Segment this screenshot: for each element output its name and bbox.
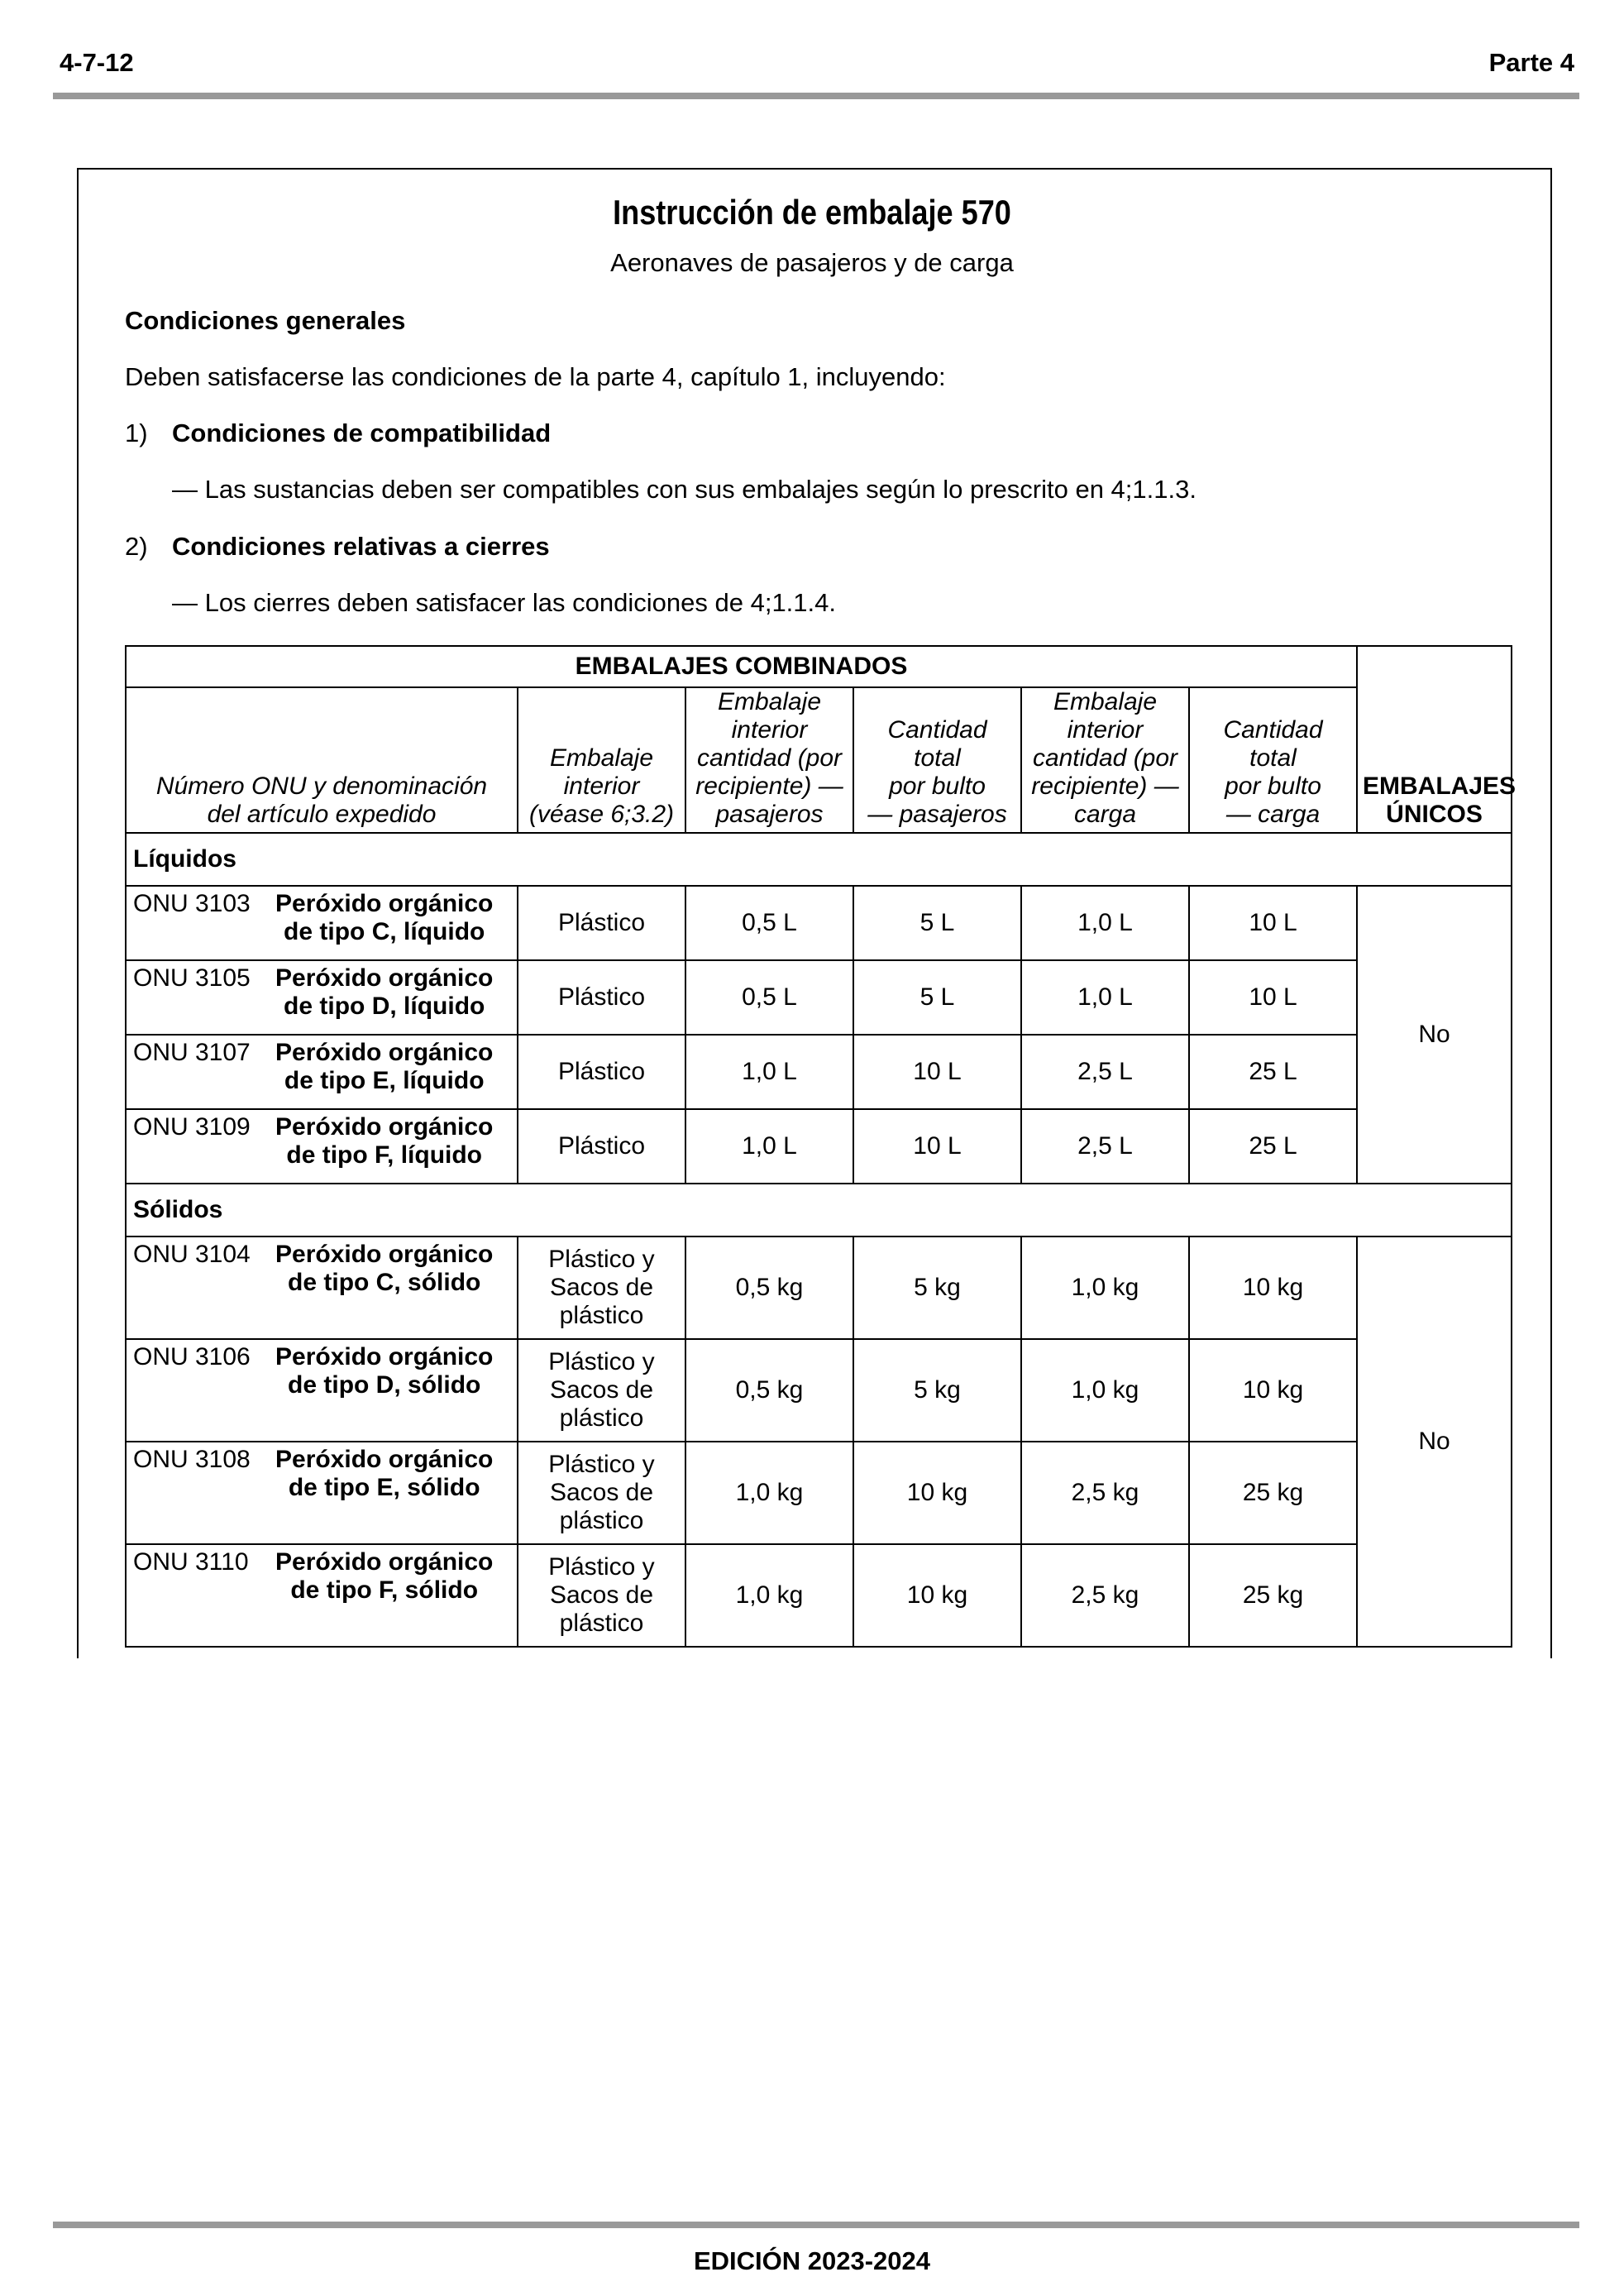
un-name-cell — [126, 886, 518, 960]
inner-packaging-line: plástico — [559, 1302, 644, 1329]
column-header-line: Cantidad — [1223, 716, 1323, 744]
column-header — [518, 687, 685, 833]
quantity-inner-pax: 1,0 L — [685, 1035, 853, 1109]
quantity-total-pax: 10 L — [853, 1035, 1021, 1109]
quantity-inner-cao: 1,0 kg — [1021, 1236, 1189, 1339]
shipping-name-line: de tipo F, sólido — [290, 1576, 479, 1604]
shipping-name-line: Peróxido orgánico — [275, 1039, 494, 1066]
quantity-total-cao: 10 L — [1189, 960, 1357, 1035]
inner-packaging-cell — [518, 960, 685, 1035]
inner-packaging-line: Plástico y — [548, 1348, 655, 1375]
un-number: ONU 3103 — [133, 890, 251, 917]
shipping-name-line: Peróxido orgánico — [275, 1113, 494, 1141]
column-header-line: por bulto — [889, 773, 986, 800]
shipping-name-line: de tipo D, sólido — [288, 1371, 481, 1399]
inner-packaging-line: Sacos de — [549, 1376, 654, 1404]
quantity-total-cao: 10 kg — [1189, 1236, 1357, 1339]
table-row — [126, 1035, 1512, 1109]
quantity-total-cao: 25 kg — [1189, 1544, 1357, 1647]
quantity-total-cao: 25 L — [1189, 1109, 1357, 1184]
single-packagings-value: No — [1357, 1236, 1512, 1647]
un-number: ONU 3108 — [133, 1446, 251, 1473]
page-ref: 4-7-12 — [60, 48, 134, 77]
general-intro: Deben satisfacerse las condiciones de la parte 4, capítulo 1, incluyendo: — [125, 362, 946, 391]
shipping-name-line: Peróxido orgánico — [275, 1343, 494, 1370]
un-name-wrap — [133, 1446, 510, 1502]
inner-packaging-line: plástico — [559, 1507, 644, 1534]
single-header-line: EMBALAJES — [1363, 773, 1517, 800]
section-label: Sólidos — [126, 1184, 1512, 1236]
quantity-inner-cao: 2,5 L — [1021, 1035, 1189, 1109]
shipping-name — [275, 890, 493, 946]
column-header-line: (véase 6;3.2) — [528, 801, 675, 828]
shipping-name-line: Peróxido orgánico — [275, 964, 494, 992]
inner-packaging-line: Plástico — [557, 1058, 646, 1085]
quantity-total-pax: 5 kg — [853, 1236, 1021, 1339]
quantity-inner-pax: 0,5 L — [685, 886, 853, 960]
quantity-total-pax: 10 kg — [853, 1442, 1021, 1544]
shipping-name-line: de tipo E, líquido — [284, 1067, 485, 1094]
un-number: ONU 3104 — [133, 1241, 251, 1268]
table-row — [126, 1109, 1512, 1184]
un-name-wrap — [133, 1241, 510, 1297]
inner-packaging-line: Plástico y — [548, 1553, 655, 1581]
shipping-name — [275, 1113, 493, 1170]
inner-packaging-line: Plástico — [557, 909, 646, 936]
table-row — [126, 886, 1512, 960]
single-header-line: ÚNICOS — [1386, 801, 1483, 828]
edition-footer: EDICIÓN 2023-2024 — [693, 2246, 931, 2275]
header-row-2 — [126, 687, 1512, 833]
quantity-inner-pax: 0,5 L — [685, 960, 853, 1035]
column-header-line: recipiente) — — [695, 773, 843, 800]
un-name-wrap — [133, 1039, 510, 1095]
shipping-name-line: Peróxido orgánico — [275, 890, 494, 917]
quantity-total-cao: 10 L — [1189, 886, 1357, 960]
un-number: ONU 3107 — [133, 1039, 251, 1066]
quantity-total-pax: 5 L — [853, 960, 1021, 1035]
item-2-heading: Condiciones relativas a cierres — [172, 532, 550, 561]
combined-packagings-header: EMBALAJES COMBINADOS — [126, 646, 1357, 687]
shipping-name — [275, 1446, 493, 1502]
inner-packaging-cell — [518, 886, 685, 960]
column-header-line: carga — [1073, 801, 1137, 828]
page-subtitle: Aeronaves de pasajeros y de carga — [610, 248, 1014, 277]
inner-packaging-line: plástico — [559, 1610, 644, 1637]
column-header-line: interior — [1067, 716, 1144, 744]
section-label: Líquidos — [126, 833, 1512, 886]
inner-packaging-line: Plástico y — [548, 1246, 655, 1273]
shipping-name — [275, 1343, 493, 1399]
inner-packaging-line: Plástico — [557, 983, 646, 1011]
inner-packaging-cell — [518, 1339, 685, 1442]
quantity-total-pax: 5 kg — [853, 1339, 1021, 1442]
item-1-text: — Las sustancias deben ser compatibles con sus embalajes según lo prescrito en 4;1.1.3. — [172, 475, 1197, 504]
un-name-cell — [126, 1109, 518, 1184]
quantity-total-cao: 25 L — [1189, 1035, 1357, 1109]
quantity-inner-cao: 2,5 L — [1021, 1109, 1189, 1184]
un-name-cell — [126, 1236, 518, 1339]
un-name-cell — [126, 960, 518, 1035]
inner-packaging-line: Sacos de — [549, 1581, 654, 1609]
quantity-inner-pax: 0,5 kg — [685, 1236, 853, 1339]
item-2-num: 2) — [125, 532, 148, 561]
shipping-name — [275, 1039, 493, 1095]
shipping-name-line: de tipo C, sólido — [288, 1269, 481, 1296]
quantity-inner-cao: 2,5 kg — [1021, 1442, 1189, 1544]
inner-packaging-line: Plástico — [557, 1132, 646, 1160]
column-header-line: interior — [731, 716, 808, 744]
inner-packaging-line: Sacos de — [549, 1479, 654, 1506]
column-header-line: cantidad (por — [1032, 744, 1178, 772]
table-row — [126, 1236, 1512, 1339]
section-row — [126, 833, 1512, 886]
quantity-inner-cao: 1,0 kg — [1021, 1339, 1189, 1442]
column-header-line: por bulto — [1225, 773, 1321, 800]
shipping-name-line: de tipo F, líquido — [286, 1141, 483, 1169]
column-header-line: — pasajeros — [867, 801, 1007, 828]
page-title: Instrucción de embalaje 570 — [613, 193, 1011, 232]
item-2-text: — Los cierres deben satisfacer las condiciones de 4;1.1.4. — [172, 588, 837, 617]
quantity-inner-pax: 1,0 L — [685, 1109, 853, 1184]
table-row — [126, 960, 1512, 1035]
column-header — [126, 687, 518, 833]
un-name-wrap — [133, 1113, 510, 1170]
quantity-inner-pax: 0,5 kg — [685, 1339, 853, 1442]
inner-packaging-cell — [518, 1109, 685, 1184]
general-heading: Condiciones generales — [125, 306, 406, 335]
column-header-line: pasajeros — [715, 801, 824, 828]
column-header-line: total — [1249, 744, 1297, 772]
un-number: ONU 3106 — [133, 1343, 251, 1370]
item-1-heading: Condiciones de compatibilidad — [172, 419, 552, 447]
un-name-cell — [126, 1442, 518, 1544]
column-header — [1021, 687, 1189, 833]
quantity-inner-cao: 2,5 kg — [1021, 1544, 1189, 1647]
quantity-total-pax: 5 L — [853, 886, 1021, 960]
quantity-total-cao: 10 kg — [1189, 1339, 1357, 1442]
inner-packaging-line: Plástico y — [548, 1451, 655, 1478]
packing-table — [125, 645, 1517, 1648]
column-header-line: del artículo expedido — [207, 801, 437, 828]
un-name-wrap — [133, 890, 510, 946]
inner-packaging-cell — [518, 1035, 685, 1109]
column-header — [1189, 687, 1357, 833]
column-header-line: Embalaje — [717, 688, 822, 715]
single-packagings-value: No — [1357, 886, 1512, 1184]
un-number: ONU 3109 — [133, 1113, 251, 1141]
column-header-line: total — [914, 744, 961, 772]
column-header-line: recipiente) — — [1031, 773, 1179, 800]
un-name-cell — [126, 1339, 518, 1442]
column-header — [685, 687, 853, 833]
column-header-line: Número ONU y denominación — [155, 773, 488, 800]
inner-packaging-line: plástico — [559, 1404, 644, 1432]
un-number: ONU 3110 — [133, 1548, 249, 1576]
table-row — [126, 1339, 1512, 1442]
column-header-line: — carga — [1225, 801, 1321, 828]
inner-packaging-cell — [518, 1544, 685, 1647]
header-rule — [53, 93, 1579, 99]
shipping-name-line: de tipo E, sólido — [288, 1474, 480, 1501]
quantity-total-cao: 25 kg — [1189, 1442, 1357, 1544]
shipping-name-line: Peróxido orgánico — [275, 1241, 494, 1268]
part-label: Parte 4 — [1488, 48, 1574, 77]
column-header-line: Cantidad — [887, 716, 987, 744]
shipping-name-line: Peróxido orgánico — [275, 1548, 494, 1576]
shipping-name-line: Peróxido orgánico — [275, 1446, 494, 1473]
column-header — [853, 687, 1021, 833]
un-number: ONU 3105 — [133, 964, 251, 992]
inner-packaging-line: Sacos de — [549, 1274, 654, 1301]
single-packagings-header — [1357, 646, 1517, 833]
quantity-inner-pax: 1,0 kg — [685, 1544, 853, 1647]
column-header-line: Embalaje — [549, 744, 654, 772]
inner-packaging-cell — [518, 1442, 685, 1544]
un-name-cell — [126, 1544, 518, 1647]
section-row — [126, 1184, 1512, 1236]
item-1-num: 1) — [125, 419, 148, 447]
column-header-line: cantidad (por — [696, 744, 843, 772]
quantity-total-pax: 10 kg — [853, 1544, 1021, 1647]
header-row-1 — [126, 646, 1512, 687]
quantity-inner-cao: 1,0 L — [1021, 960, 1189, 1035]
footer-rule — [53, 2222, 1579, 2228]
table-row — [126, 1544, 1512, 1647]
table-row — [126, 1442, 1512, 1544]
quantity-inner-pax: 1,0 kg — [685, 1442, 853, 1544]
shipping-name — [275, 964, 493, 1021]
quantity-inner-cao: 1,0 L — [1021, 886, 1189, 960]
shipping-name-line: de tipo D, líquido — [284, 993, 485, 1020]
un-name-wrap — [133, 1343, 510, 1399]
un-name-wrap — [133, 1548, 510, 1605]
inner-packaging-cell — [518, 1236, 685, 1339]
un-name-cell — [126, 1035, 518, 1109]
column-header-line: Embalaje — [1053, 688, 1158, 715]
un-name-wrap — [133, 964, 510, 1021]
shipping-name — [275, 1548, 493, 1605]
quantity-total-pax: 10 L — [853, 1109, 1021, 1184]
shipping-name-line: de tipo C, líquido — [284, 918, 485, 945]
column-header-line: interior — [563, 773, 640, 800]
shipping-name — [275, 1241, 493, 1297]
